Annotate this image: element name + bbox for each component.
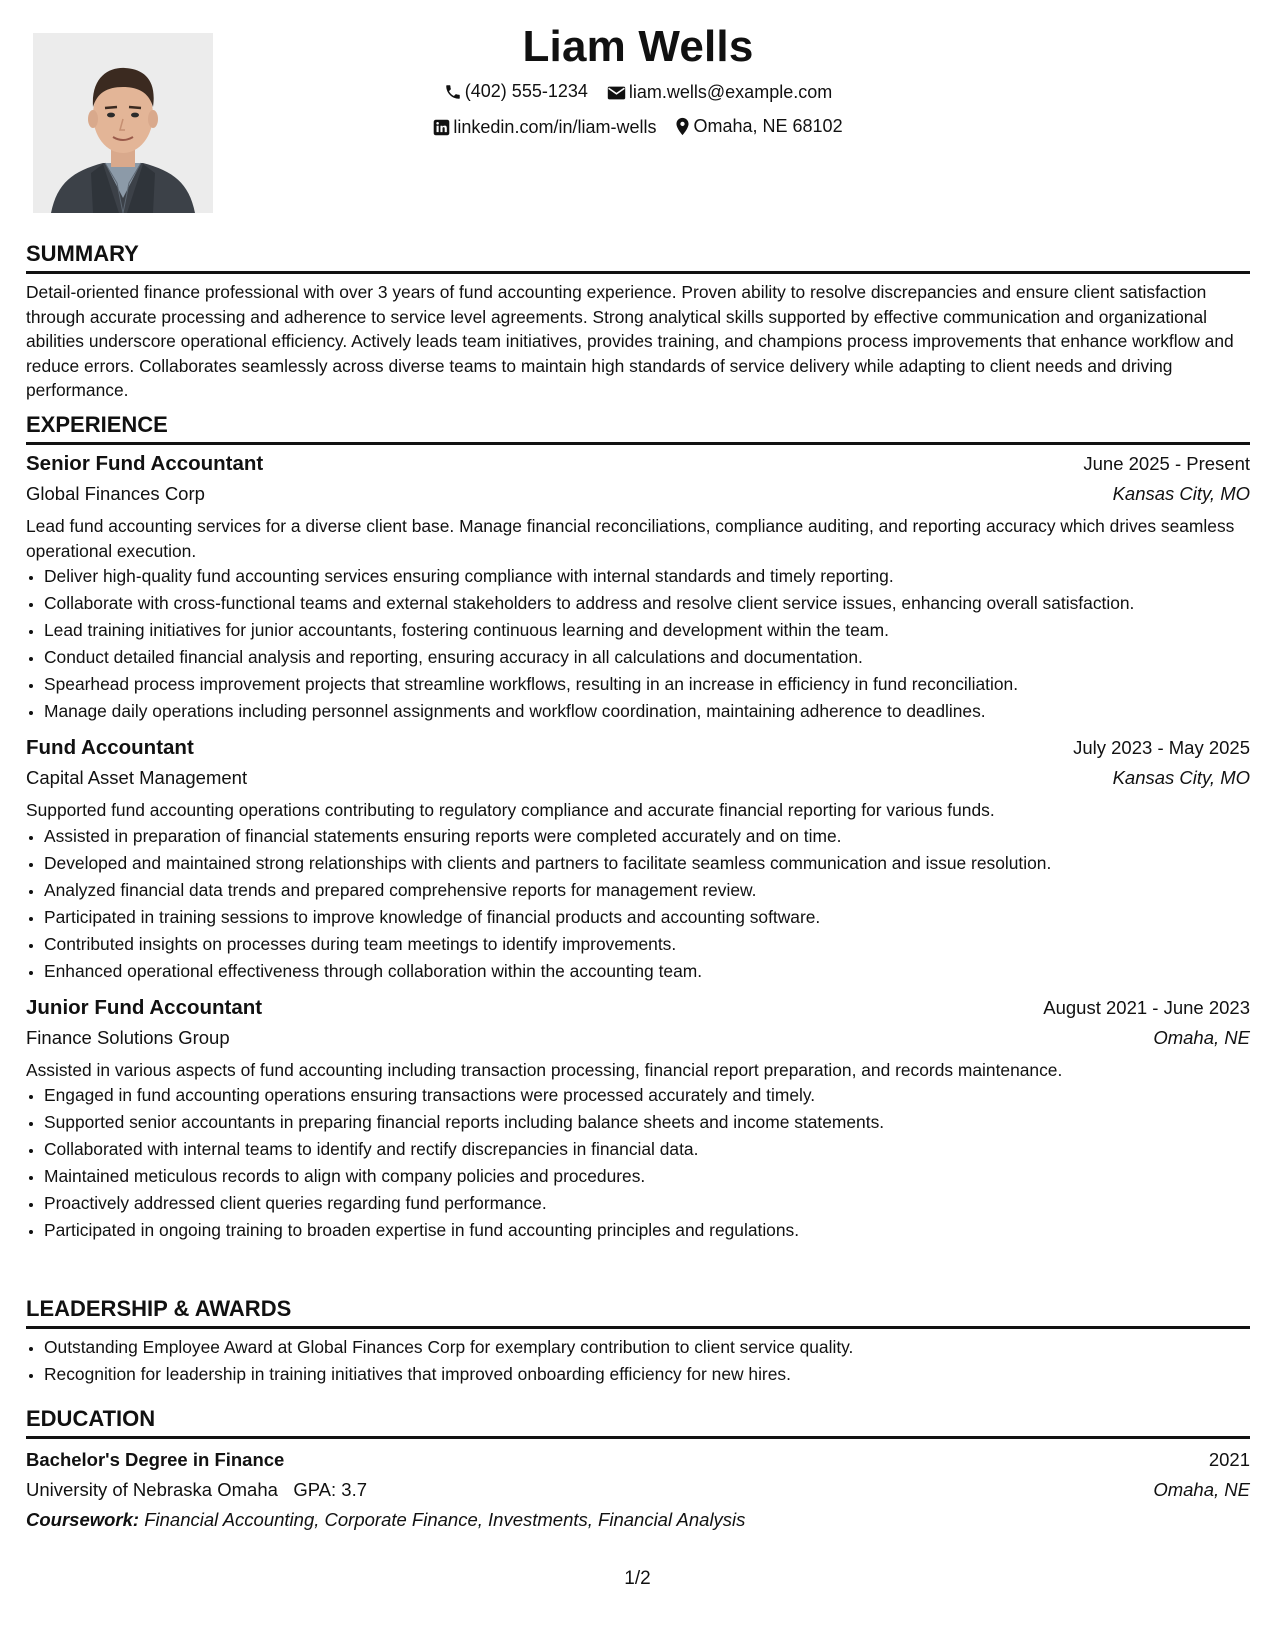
contact-location xyxy=(675,111,842,142)
section-title: EDUCATION xyxy=(26,1405,1250,1439)
linkedin-icon xyxy=(433,119,450,136)
graduation-year: 2021 xyxy=(1208,1449,1250,1470)
list-item: • Proactively addressed client queries regarding fund performance. xyxy=(44,1190,1250,1217)
list-item: • Enhanced operational effectiveness through collaboration within the accounting team. xyxy=(44,958,1250,985)
job-description: Assisted in various aspects of fund accounting including transaction processing, financial report preparation, and records maintenance. xyxy=(26,1059,1063,1080)
gpa: GPA: 3.7 xyxy=(293,1479,368,1500)
contact-email[interactable] xyxy=(607,77,832,108)
list-item: • Developed and maintained strong relationships with clients and partners to facilitate seamless communication and issue resolution. xyxy=(44,850,1250,877)
job-location: Omaha, NE xyxy=(1153,1026,1250,1048)
list-item: • Supported senior accountants in preparing financial reports including balance sheets and income statements. xyxy=(44,1109,1250,1136)
company-name: Finance Solutions Group xyxy=(26,1026,230,1048)
awards-section xyxy=(26,1295,1250,1388)
coursework-line xyxy=(26,1505,1250,1535)
experience-section xyxy=(26,411,1250,1244)
resume-header xyxy=(26,18,1250,146)
job-title: Fund Accountant xyxy=(26,736,194,759)
contact-phone xyxy=(444,76,588,107)
job-entry xyxy=(26,449,1250,725)
job-location: Kansas City, MO xyxy=(1112,767,1250,788)
map-pin-icon xyxy=(675,117,690,136)
list-item: • Spearhead process improvement projects that streamline workflows, resulting in an increase in efficiency in fund reconciliation. xyxy=(44,671,1250,698)
job-description: Supported fund accounting operations contributing to regulatory compliance and accurate financial reporting for various funds. xyxy=(26,800,995,820)
job-entry xyxy=(26,733,1250,985)
list-item: • Manage daily operations including personnel assignments and workflow coordination, maintaining adherence to deadlines. xyxy=(44,698,1250,725)
phone-icon xyxy=(444,83,462,101)
email-link[interactable]: liam.wells@example.com xyxy=(628,82,833,102)
job-dates: August 2021 - June 2023 xyxy=(1043,996,1250,1018)
contact-row-2 xyxy=(26,111,1250,146)
school-location: Omaha, NE xyxy=(1153,1479,1250,1500)
list-item: • Collaborate with cross-functional teams and external stakeholders to address and resolve client service issues, enhancing overall satisfaction. xyxy=(44,590,1250,617)
list-item: • Assisted in preparation of financial statements ensuring reports were completed accurately and on time. xyxy=(44,823,1250,850)
page-number: 1/2 xyxy=(624,1568,651,1589)
list-item: • Collaborated with internal teams to identify and rectify discrepancies in financial data. xyxy=(44,1136,1250,1163)
list-item: • Lead training initiatives for junior accountants, fostering continuous learning and development within the team. xyxy=(44,617,1250,644)
list-item: • Outstanding Employee Award at Global Finances Corp for exemplary contribution to client service quality. xyxy=(44,1334,1250,1361)
awards-list xyxy=(26,1334,1250,1388)
job-title: Junior Fund Accountant xyxy=(26,995,263,1019)
list-item: • Deliver high-quality fund accounting services ensuring compliance with internal standards and timely reporting. xyxy=(44,563,1250,590)
contact-row-1 xyxy=(26,76,1250,111)
school-name: University of Nebraska Omaha xyxy=(26,1479,278,1500)
job-description: Lead fund accounting services for a diverse client base. Manage financial reconciliations, compliance auditing, and reporting accuracy which drives seamless operational execution. xyxy=(26,516,1235,561)
education-section xyxy=(26,1405,1250,1535)
list-item: • Engaged in fund accounting operations ensuring transactions were processed accurately and timely. xyxy=(44,1082,1250,1109)
job-entry xyxy=(26,993,1250,1245)
linkedin-link[interactable]: linkedin.com/in/liam-wells xyxy=(453,116,657,137)
location-text: Omaha, NE 68102 xyxy=(693,115,843,136)
section-title: EXPERIENCE xyxy=(26,411,1250,445)
job-bullets xyxy=(26,1082,1250,1244)
job-dates: June 2025 - Present xyxy=(1083,453,1250,474)
list-item: • Participated in training sessions to improve knowledge of financial products and accounting software. xyxy=(44,904,1250,931)
company-name: Capital Asset Management xyxy=(26,767,248,788)
list-item: • Recognition for leadership in training initiatives that improved onboarding efficiency for new hires. xyxy=(44,1361,1250,1388)
candidate-name: Liam Wells xyxy=(522,22,754,71)
section-title: SUMMARY xyxy=(26,240,1250,274)
envelope-icon xyxy=(607,85,626,101)
list-item: • Maintained meticulous records to align with company policies and procedures. xyxy=(44,1163,1250,1190)
list-item: • Participated in ongoing training to broaden expertise in fund accounting principles and regulations. xyxy=(44,1217,1250,1244)
phone-text: (402) 555-1234 xyxy=(464,81,588,101)
job-dates: July 2023 - May 2025 xyxy=(1073,737,1250,758)
school-line xyxy=(26,1475,367,1505)
coursework-label: Coursework: xyxy=(26,1509,140,1530)
list-item: • Analyzed financial data trends and prepared comprehensive reports for management review. xyxy=(44,877,1250,904)
job-location: Kansas City, MO xyxy=(1112,483,1250,504)
company-name: Global Finances Corp xyxy=(26,483,205,504)
summary-text: Detail-oriented finance professional with over 3 years of fund accounting experience. Proven ability to resolve discrepancies and ensure client satisfaction through accurate processing and adherence to service level agreements. Strong analytical skills supported by effective communication and organizational abilities underscore operational efficiency. Actively leads team initiatives, provides training, and champions process improvements that enhance workflow and reduce errors. Collaborates seamlessly across diverse teams to maintain high standards of service delivery while adapting to client needs and driving performance. xyxy=(26,282,1234,400)
list-item: • Conduct detailed financial analysis and reporting, ensuring accuracy in all calculations and documentation. xyxy=(44,644,1250,671)
section-title: LEADERSHIP & AWARDS xyxy=(26,1295,1250,1329)
summary-section xyxy=(26,240,1250,403)
job-bullets xyxy=(26,563,1250,725)
job-title: Senior Fund Accountant xyxy=(26,452,264,475)
job-bullets xyxy=(26,823,1250,985)
degree-name: Bachelor's Degree in Finance xyxy=(26,1449,285,1470)
list-item: • Contributed insights on processes during team meetings to identify improvements. xyxy=(44,931,1250,958)
contact-linkedin[interactable] xyxy=(433,112,656,143)
coursework-list: Financial Accounting, Corporate Finance, Investments, Financial Analysis xyxy=(144,1509,746,1530)
